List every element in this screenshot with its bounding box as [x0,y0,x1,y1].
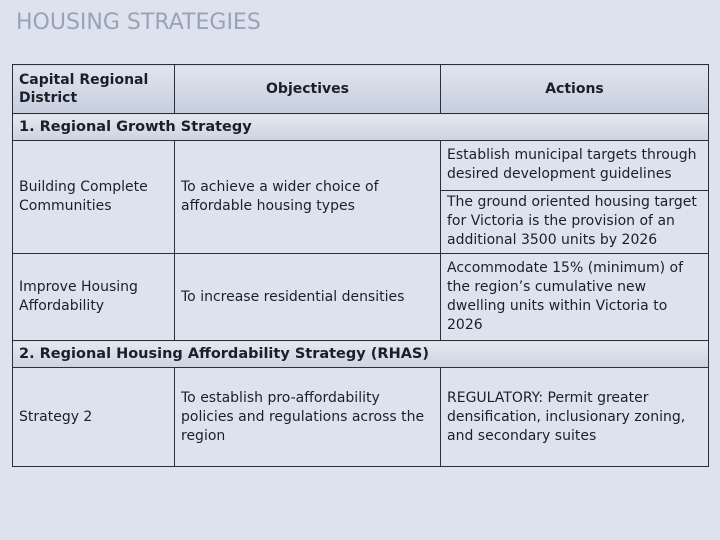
action-establish-targets: Establish municipal targets through desired development guidelines [441,141,709,191]
table-row [13,141,709,191]
page-title: HOUSING STRATEGIES [16,10,261,35]
header-objectives: Objectives [175,65,441,114]
header-capital-regional-district: Capital Regional District [13,65,175,114]
section-title-regional-growth-strategy: 1. Regional Growth Strategy [13,114,709,141]
action-regulatory: REGULATORY: Permit greater densification, inclusionary zoning, and secondary suites [441,368,709,467]
row-name-building-complete-communities: Building Complete Communities [13,141,175,254]
action-accommodate-15-percent: Accommodate 15% (minimum) of the region’s cumulative new dwelling units within Victoria to 2026 [441,254,709,341]
row-objective-pro-affordability: To establish pro-affordability policies and regulations across the region [175,368,441,467]
header-actions: Actions [441,65,709,114]
table-header-row [13,65,709,114]
table-row [13,254,709,341]
housing-strategies-table [12,64,709,467]
row-name-strategy-2: Strategy 2 [13,368,175,467]
row-objective-increase-densities: To increase residential densities [175,254,441,341]
table-row [13,368,709,467]
row-objective-wider-choice: To achieve a wider choice of affordable housing types [175,141,441,254]
section-header-row [13,114,709,141]
row-name-improve-housing-affordability: Improve Housing Affordability [13,254,175,341]
section-header-row [13,341,709,368]
action-ground-oriented-target: The ground oriented housing target for Victoria is the provision of an additional 3500 units by 2026 [441,190,709,253]
section-title-rhas: 2. Regional Housing Affordability Strategy (RHAS) [13,341,709,368]
